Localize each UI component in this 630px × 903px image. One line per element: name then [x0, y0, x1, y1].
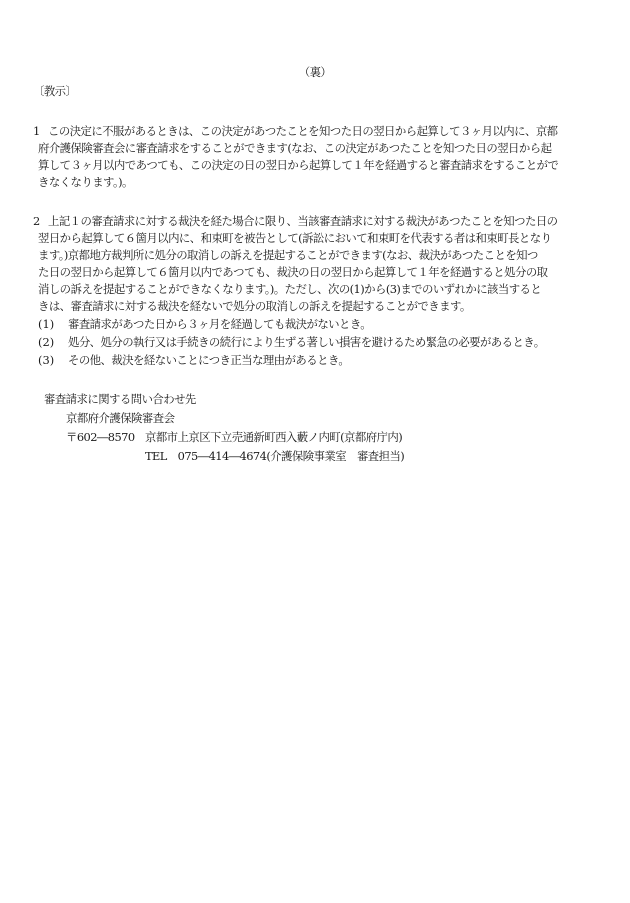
item-text-line: この決定に不服があるときは、この決定があつたことを知つた日の翌日から起算して３ヶ月以内に、京都	[48, 124, 558, 138]
contact-address: 京都市上京区下立売通新町西入藪ノ内町(京都府庁内)	[145, 430, 403, 444]
contact-heading: 審査請求に関する問い合わせ先	[44, 392, 196, 406]
sub-item-number: (1)	[38, 317, 55, 331]
page-side-label: （裏）	[298, 65, 332, 79]
item-number: 1	[33, 124, 41, 138]
item-text-line: 翌日から起算して６箇月以内に、和束町を被告として(訴訟において和束町を代表する者は和束町長となり	[38, 231, 552, 245]
item-text-line: 府介護保険審査会に審査請求をすることができます(なお、この決定があつたことを知つた日の翌日から起	[38, 141, 552, 155]
sub-item-number: (3)	[38, 353, 55, 367]
item-text-line: きなくなります。)。	[38, 175, 133, 189]
sub-item-text: その他、裁決を経ないことにつき正当な理由があるとき。	[68, 353, 350, 367]
item-text-line: た日の翌日から起算して６箇月以内であつても、裁決の日の翌日から起算して１年を経過すると処分の取	[38, 265, 548, 279]
item-text-line: 消しの訴えを提起することができなくなります。)。ただし、次の(1)から(3)までのいずれかに該当すると	[38, 282, 542, 296]
item-number: 2	[33, 214, 41, 228]
item-text-line: きは、審査請求に対する裁決を経ないで処分の取消しの訴えを提起することができます。	[38, 299, 471, 313]
contact-postal-code: 〒602―8570	[66, 430, 135, 444]
section-label: 〔教示〕	[33, 84, 77, 98]
sub-item-text: 審査請求があつた日から３ヶ月を経過しても裁決がないとき。	[68, 317, 372, 331]
sub-item-text: 処分、処分の執行又は手続きの続行により生ずる著しい損害を避けるため緊急の必要があるとき。	[68, 335, 545, 349]
item-text-line: ます。)京都地方裁判所に処分の取消しの訴えを提起することができます(なお、裁決があつたことを知つ	[38, 248, 538, 262]
contact-organization: 京都府介護保険審査会	[66, 411, 175, 425]
item-text-line: 算して３ヶ月以内であつても、この決定の日の翌日から起算して１年を経過すると審査請求をすることがで	[38, 158, 559, 172]
item-text-line: 上記１の審査請求に対する裁決を経た場合に限り、当該審査請求に対する裁決があつたことを知つた日の	[48, 214, 558, 228]
sub-item-number: (2)	[38, 335, 55, 349]
contact-phone: TEL 075―414―4674(介護保険事業室 審査担当)	[145, 449, 405, 463]
